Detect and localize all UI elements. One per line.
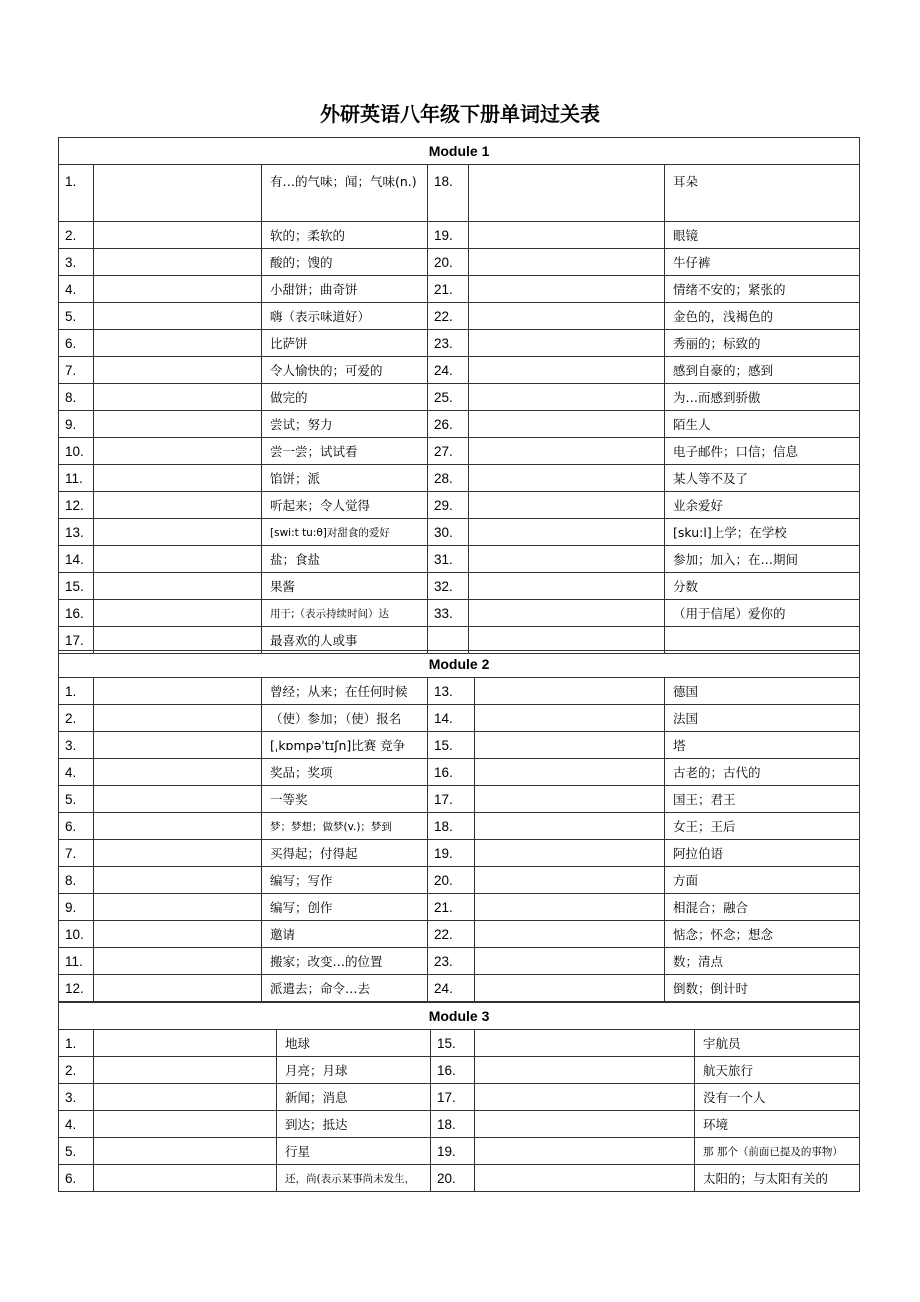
meaning: 金色的，浅褐色的 [665, 303, 860, 330]
module-header: Module 1 [59, 138, 860, 165]
table-row [59, 600, 860, 627]
item-number: 2. [59, 705, 94, 732]
item-number: 20. [428, 867, 475, 894]
meaning: 尝一尝；试试看 [262, 438, 428, 465]
meaning: 尝试；努力 [262, 411, 428, 438]
answer-blank[interactable] [94, 1138, 277, 1165]
meaning: 环境 [695, 1111, 860, 1138]
meaning: 最喜欢的人或事 [262, 627, 428, 654]
meaning: 新闻；消息 [277, 1084, 431, 1111]
meaning: 曾经；从来；在任何时候 [262, 678, 428, 705]
meaning: [swi:t tu:θ]对甜食的爱好 [262, 519, 428, 546]
answer-blank[interactable] [94, 1165, 277, 1192]
answer-blank[interactable] [94, 330, 262, 357]
meaning: 女王；王后 [665, 813, 860, 840]
table-row [59, 786, 860, 813]
answer-blank[interactable] [94, 1057, 277, 1084]
item-number: 31. [428, 546, 469, 573]
item-number: 5. [59, 786, 94, 813]
table-row [59, 732, 860, 759]
answer-blank[interactable] [469, 438, 665, 465]
answer-blank[interactable] [94, 546, 262, 573]
table-row [59, 867, 860, 894]
answer-blank[interactable] [94, 222, 262, 249]
table-row [59, 357, 860, 384]
item-number: 17. [59, 627, 94, 654]
meaning: 听起来；令人觉得 [262, 492, 428, 519]
answer-blank[interactable] [94, 465, 262, 492]
meaning: 牛仔裤 [665, 249, 860, 276]
meaning: 酸的；馊的 [262, 249, 428, 276]
item-number: 14. [428, 705, 475, 732]
answer-blank[interactable] [94, 519, 262, 546]
word-table-module-1 [58, 137, 860, 654]
item-number: 8. [59, 867, 94, 894]
item-number: 23. [428, 948, 475, 975]
item-number: 32. [428, 573, 469, 600]
meaning: 软的；柔软的 [262, 222, 428, 249]
meaning: 惦念；怀念；想念 [665, 921, 860, 948]
answer-blank[interactable] [469, 519, 665, 546]
item-number: 10. [59, 438, 94, 465]
answer-blank[interactable] [469, 600, 665, 627]
meaning: 太阳的；与太阳有关的 [695, 1165, 860, 1192]
item-number: 2. [59, 1057, 94, 1084]
table-row [59, 330, 860, 357]
answer-blank[interactable] [475, 975, 665, 1002]
meaning: 塔 [665, 732, 860, 759]
meaning: 德国 [665, 678, 860, 705]
item-number: 24. [428, 357, 469, 384]
item-number: 26. [428, 411, 469, 438]
table-row [59, 222, 860, 249]
table-row [59, 948, 860, 975]
meaning: 分数 [665, 573, 860, 600]
meaning: 相混合；融合 [665, 894, 860, 921]
answer-blank[interactable] [475, 1057, 695, 1084]
meaning: 馅饼；派 [262, 465, 428, 492]
answer-blank[interactable] [475, 759, 665, 786]
meaning: 邀请 [262, 921, 428, 948]
meaning: 嗨（表示味道好） [262, 303, 428, 330]
answer-blank[interactable] [94, 705, 262, 732]
item-number: 21. [428, 894, 475, 921]
answer-blank[interactable] [469, 303, 665, 330]
answer-blank[interactable] [94, 1084, 277, 1111]
meaning: （用于信尾）爱你的 [665, 600, 860, 627]
meaning: 没有一个人 [695, 1084, 860, 1111]
answer-blank[interactable] [94, 894, 262, 921]
item-number: 3. [59, 732, 94, 759]
meaning: （使）参加；（使）报名 [262, 705, 428, 732]
item-number: 2. [59, 222, 94, 249]
item-number: 15. [59, 573, 94, 600]
table-row [59, 1138, 860, 1165]
word-table-module-3 [58, 1002, 860, 1192]
answer-blank[interactable] [469, 330, 665, 357]
meaning: 做完的 [262, 384, 428, 411]
answer-blank[interactable] [94, 384, 262, 411]
item-number: 23. [428, 330, 469, 357]
meaning: 一等奖 [262, 786, 428, 813]
answer-blank[interactable] [469, 411, 665, 438]
answer-blank[interactable] [94, 813, 262, 840]
item-number: 17. [431, 1084, 475, 1111]
answer-blank[interactable] [94, 759, 262, 786]
item-number: 16. [428, 759, 475, 786]
item-number: 29. [428, 492, 469, 519]
answer-blank[interactable] [94, 411, 262, 438]
meaning: 那 那个（前面已提及的事物） [695, 1138, 860, 1165]
meaning: 比萨饼 [262, 330, 428, 357]
answer-blank[interactable] [94, 732, 262, 759]
table-row [59, 492, 860, 519]
answer-blank[interactable] [475, 1084, 695, 1111]
meaning: 还，尚(表示某事尚未发生， [277, 1165, 431, 1192]
answer-blank[interactable] [469, 165, 665, 222]
item-number: 16. [59, 600, 94, 627]
table-row [59, 813, 860, 840]
table-row [59, 678, 860, 705]
table-row [59, 438, 860, 465]
item-number: 18. [428, 813, 475, 840]
meaning: 秀丽的；标致的 [665, 330, 860, 357]
item-number: 19. [428, 840, 475, 867]
meaning: 数；清点 [665, 948, 860, 975]
answer-blank[interactable] [469, 573, 665, 600]
item-number: 13. [59, 519, 94, 546]
item-number: 16. [431, 1057, 475, 1084]
meaning: 梦；梦想；做梦(v.)；梦到 [262, 813, 428, 840]
meaning: 阿拉伯语 [665, 840, 860, 867]
meaning: 某人等不及了 [665, 465, 860, 492]
answer-blank[interactable] [94, 921, 262, 948]
meaning: 地球 [277, 1030, 431, 1057]
answer-blank[interactable] [94, 1111, 277, 1138]
table-row [59, 894, 860, 921]
item-number: 27. [428, 438, 469, 465]
table-row [59, 1165, 860, 1192]
answer-blank[interactable] [94, 438, 262, 465]
table-row [59, 276, 860, 303]
table-row [59, 975, 860, 1002]
module-header: Module 3 [59, 1003, 860, 1030]
meaning: 到达；抵达 [277, 1111, 431, 1138]
meaning: 果酱 [262, 573, 428, 600]
answer-blank[interactable] [475, 894, 665, 921]
answer-blank[interactable] [94, 303, 262, 330]
answer-blank[interactable] [94, 948, 262, 975]
table-row [59, 840, 860, 867]
meaning: 古老的；古代的 [665, 759, 860, 786]
item-number: 28. [428, 465, 469, 492]
item-number: 10. [59, 921, 94, 948]
meaning: 有…的气味；闻；气味(n.) [262, 165, 428, 222]
item-number: 12. [59, 492, 94, 519]
meaning: 航天旅行 [695, 1057, 860, 1084]
word-table-module-2 [58, 650, 860, 1002]
item-number: 19. [431, 1138, 475, 1165]
item-number: 1. [59, 1030, 94, 1057]
answer-blank[interactable] [94, 1030, 277, 1057]
item-number: 24. [428, 975, 475, 1002]
answer-blank[interactable] [94, 573, 262, 600]
answer-blank[interactable] [469, 357, 665, 384]
item-number: 5. [59, 1138, 94, 1165]
answer-blank[interactable] [475, 1138, 695, 1165]
table-row [59, 384, 860, 411]
meaning: 小甜饼；曲奇饼 [262, 276, 428, 303]
answer-blank[interactable] [469, 384, 665, 411]
item-number: 3. [59, 1084, 94, 1111]
item-number: 4. [59, 759, 94, 786]
item-number: 18. [431, 1111, 475, 1138]
meaning: 国王；君王 [665, 786, 860, 813]
item-number: 20. [428, 249, 469, 276]
answer-blank[interactable] [94, 249, 262, 276]
meaning: 奖品；奖项 [262, 759, 428, 786]
answer-blank[interactable] [475, 1165, 695, 1192]
item-number: 1. [59, 165, 94, 222]
item-number: 4. [59, 276, 94, 303]
answer-blank[interactable] [475, 732, 665, 759]
page-title: 外研英语八年级下册单词过关表 [320, 102, 600, 126]
answer-blank[interactable] [469, 249, 665, 276]
table-row [59, 1030, 860, 1057]
item-number: 33. [428, 600, 469, 627]
answer-blank[interactable] [469, 465, 665, 492]
answer-blank[interactable] [475, 867, 665, 894]
table-row [59, 1111, 860, 1138]
answer-blank[interactable] [94, 840, 262, 867]
item-number: 25. [428, 384, 469, 411]
meaning: 月亮；月球 [277, 1057, 431, 1084]
meaning: 眼镜 [665, 222, 860, 249]
item-number: 15. [428, 732, 475, 759]
item-number: 6. [59, 330, 94, 357]
item-number: 13. [428, 678, 475, 705]
answer-blank[interactable] [469, 276, 665, 303]
table-row [59, 411, 860, 438]
item-number: 1. [59, 678, 94, 705]
meaning: 情绪不安的；紧张的 [665, 276, 860, 303]
table-row [59, 546, 860, 573]
item-number: 15. [431, 1030, 475, 1057]
meaning: 用于;（表示持续时间）达 [262, 600, 428, 627]
meaning: [ˌkɒmpəˈtɪʃn]比赛 竞争 [262, 732, 428, 759]
table-row [59, 303, 860, 330]
meaning: 编写；创作 [262, 894, 428, 921]
meaning: 盐；食盐 [262, 546, 428, 573]
table-row [59, 519, 860, 546]
table-row [59, 165, 860, 222]
meaning: 倒数；倒计时 [665, 975, 860, 1002]
meaning: 令人愉快的；可爱的 [262, 357, 428, 384]
item-number: 19. [428, 222, 469, 249]
table-row [59, 759, 860, 786]
meaning: 电子邮件；口信；信息 [665, 438, 860, 465]
item-number: 6. [59, 813, 94, 840]
answer-blank[interactable] [94, 600, 262, 627]
answer-blank[interactable] [94, 975, 262, 1002]
answer-blank[interactable] [469, 492, 665, 519]
answer-blank[interactable] [475, 1111, 695, 1138]
answer-blank[interactable] [469, 546, 665, 573]
item-number: 12. [59, 975, 94, 1002]
meaning: 感到自豪的；感到 [665, 357, 860, 384]
meaning: 买得起；付得起 [262, 840, 428, 867]
table-row [59, 573, 860, 600]
item-number: 14. [59, 546, 94, 573]
module-header: Module 2 [59, 651, 860, 678]
answer-blank[interactable] [475, 678, 665, 705]
meaning: 行星 [277, 1138, 431, 1165]
item-number: 7. [59, 840, 94, 867]
meaning: 为…而感到骄傲 [665, 384, 860, 411]
meaning: 法国 [665, 705, 860, 732]
item-number: 3. [59, 249, 94, 276]
item-number: 5. [59, 303, 94, 330]
answer-blank[interactable] [475, 705, 665, 732]
table-row [59, 465, 860, 492]
answer-blank[interactable] [94, 786, 262, 813]
answer-blank[interactable] [94, 165, 262, 222]
meaning: 业余爱好 [665, 492, 860, 519]
meaning: 陌生人 [665, 411, 860, 438]
meaning: 派遣去；命令…去 [262, 975, 428, 1002]
answer-blank[interactable] [469, 222, 665, 249]
item-number: 20. [431, 1165, 475, 1192]
meaning: 耳朵 [665, 165, 860, 222]
item-number: 6. [59, 1165, 94, 1192]
answer-blank[interactable] [475, 786, 665, 813]
answer-blank[interactable] [94, 492, 262, 519]
answer-blank[interactable] [94, 678, 262, 705]
table-row [59, 921, 860, 948]
meaning: 参加；加入；在…期间 [665, 546, 860, 573]
item-number: 11. [59, 465, 94, 492]
answer-blank[interactable] [94, 276, 262, 303]
meaning: 宇航员 [695, 1030, 860, 1057]
item-number: 18. [428, 165, 469, 222]
answer-blank[interactable] [94, 357, 262, 384]
item-number: 4. [59, 1111, 94, 1138]
table-row [59, 1084, 860, 1111]
table-row [59, 249, 860, 276]
answer-blank[interactable] [475, 921, 665, 948]
answer-blank[interactable] [475, 813, 665, 840]
answer-blank[interactable] [475, 840, 665, 867]
item-number: 9. [59, 894, 94, 921]
item-number: 9. [59, 411, 94, 438]
item-number: 22. [428, 921, 475, 948]
answer-blank[interactable] [475, 1030, 695, 1057]
item-number: 17. [428, 786, 475, 813]
item-number: 8. [59, 384, 94, 411]
answer-blank[interactable] [94, 867, 262, 894]
item-number: 30. [428, 519, 469, 546]
meaning: 方面 [665, 867, 860, 894]
item-number: 22. [428, 303, 469, 330]
meaning: 编写；写作 [262, 867, 428, 894]
meaning: 搬家；改变…的位置 [262, 948, 428, 975]
item-number: 21. [428, 276, 469, 303]
meaning: [sku:l]上学；在学校 [665, 519, 860, 546]
item-number: 11. [59, 948, 94, 975]
answer-blank[interactable] [475, 948, 665, 975]
table-row [59, 1057, 860, 1084]
item-number: 7. [59, 357, 94, 384]
table-row [59, 705, 860, 732]
